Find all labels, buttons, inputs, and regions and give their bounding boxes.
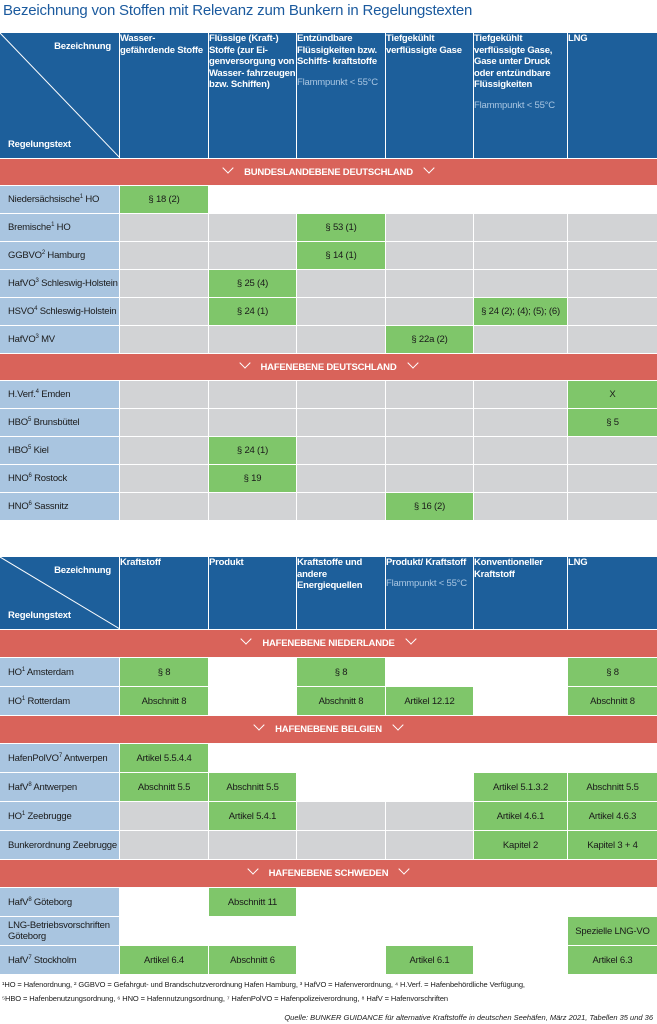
row-label xyxy=(0,658,120,687)
table-cell: Artikel 5.1.3.2 xyxy=(474,773,568,802)
table-row xyxy=(0,326,657,354)
table-cell xyxy=(297,409,386,437)
table-row xyxy=(0,409,657,437)
table-cell xyxy=(120,381,209,409)
regulation-place: Schleswig-Holstein xyxy=(37,306,117,317)
corner-label-bezeichnung: Bezeichnung xyxy=(54,565,111,576)
table-cell: § 16 (2) xyxy=(386,493,474,521)
table-cell xyxy=(120,802,209,831)
regulation-name xyxy=(8,955,76,966)
table-cell: Abschnitt 5.5 xyxy=(568,773,657,802)
table-cell: § 14 (1) xyxy=(297,242,386,270)
column-header xyxy=(474,33,568,159)
table-cell xyxy=(120,465,209,493)
regulation-table-international xyxy=(0,557,657,975)
footnote-marker: 1 xyxy=(21,810,25,817)
table-cell xyxy=(386,214,474,242)
table-cell: Artikel 4.6.1 xyxy=(474,802,568,831)
column-header-label: Flüssige (Kraft-) Stoffe (zur Ei- genversorgung von Wasser- fahrzeugen bzw. Schiffen) xyxy=(209,33,296,90)
table-cell xyxy=(474,493,568,521)
row-label xyxy=(0,946,120,975)
section-title: HAFENEBENE BELGIEN xyxy=(275,724,382,735)
table-cell xyxy=(297,946,386,975)
row-label xyxy=(0,326,120,354)
row-label xyxy=(0,214,120,242)
table-cell: Abschnitt 8 xyxy=(297,687,386,716)
table-cell: Artikel 6.4 xyxy=(120,946,209,975)
regulation-place: Schleswig-Holstein xyxy=(38,278,118,289)
footnote-marker: 3 xyxy=(35,277,39,284)
regulation-abbrev: HafenPolVO xyxy=(8,752,59,764)
table-row xyxy=(0,493,657,521)
regulation-abbrev: HafV xyxy=(8,896,29,908)
table-row xyxy=(0,658,657,687)
regulation-name xyxy=(8,250,85,261)
section-header xyxy=(0,860,657,888)
footnote-marker: 4 xyxy=(35,388,39,395)
regulation-place: Stockholm xyxy=(31,954,77,966)
table-cell: Artikel 5.4.1 xyxy=(209,802,297,831)
corner-header-cell xyxy=(0,33,120,159)
regulation-name xyxy=(8,501,68,512)
regulation-name xyxy=(8,811,72,822)
row-label xyxy=(0,493,120,521)
table-cell xyxy=(386,270,474,298)
table-cell xyxy=(386,917,474,946)
table-cell xyxy=(209,381,297,409)
regulation-place: HO xyxy=(82,194,100,205)
regulation-name xyxy=(8,753,108,764)
table-cell: Kapitel 2 xyxy=(474,831,568,860)
column-header-label: Tiefgekühlt verflüssigte Gase, Gase unter Druck oder entzündbare Flüssigkeiten xyxy=(474,33,553,90)
table-cell xyxy=(474,381,568,409)
regulation-place: Göteborg xyxy=(31,896,72,908)
table-cell xyxy=(297,773,386,802)
table-cell xyxy=(297,888,386,917)
column-header xyxy=(386,557,474,630)
table-cell: § 25 (4) xyxy=(209,270,297,298)
chevron-down-icon xyxy=(222,162,233,173)
table-cell xyxy=(209,186,297,214)
row-label xyxy=(0,465,120,493)
regulation-place: MV xyxy=(38,334,55,345)
table-cell xyxy=(386,381,474,409)
chevron-down-icon xyxy=(399,863,410,874)
table-row xyxy=(0,186,657,214)
regulation-place: Antwerpen xyxy=(31,781,78,793)
footnote-marker: 8 xyxy=(28,896,32,903)
table-row xyxy=(0,744,657,773)
table-cell xyxy=(568,214,657,242)
regulation-name xyxy=(8,667,74,678)
table-cell xyxy=(568,437,657,465)
footnote-marker: 1 xyxy=(21,666,25,673)
table-cell xyxy=(474,946,568,975)
table-cell xyxy=(386,888,474,917)
table-cell xyxy=(209,409,297,437)
table-row xyxy=(0,831,657,860)
table-cell xyxy=(297,186,386,214)
row-label xyxy=(0,270,120,298)
footnote-marker: 3 xyxy=(35,333,39,340)
regulation-name xyxy=(8,278,118,289)
table-cell xyxy=(568,298,657,326)
column-header xyxy=(120,33,209,159)
section-title: BUNDESLANDEBENE DEUTSCHLAND xyxy=(244,166,413,178)
regulation-abbrev: GGBVO xyxy=(8,250,42,261)
table-cell: § 24 (2); (4); (5); (6) xyxy=(474,298,568,326)
column-header-label: Produkt/ Kraftstoff xyxy=(386,557,467,568)
table-cell: § 24 (1) xyxy=(209,437,297,465)
regulation-place: Sassnitz xyxy=(31,501,69,512)
table-cell xyxy=(297,381,386,409)
column-header-label: Entzündbare Flüssigkeiten bzw. Schiffs- kraftstoffe xyxy=(297,33,377,67)
regulation-abbrev: HBO xyxy=(8,417,28,428)
table-cell xyxy=(386,465,474,493)
section-title: HAFENEBENE SCHWEDEN xyxy=(268,868,389,879)
regulation-place: HO xyxy=(54,222,71,233)
footnote-marker: 1 xyxy=(51,221,55,228)
regulation-abbrev: H.Verf. xyxy=(8,389,36,400)
row-label xyxy=(0,186,120,214)
section-header xyxy=(0,354,657,381)
table-cell: § 8 xyxy=(297,658,386,687)
table-cell: Artikel 5.5.4.4 xyxy=(120,744,209,773)
table-cell xyxy=(474,917,568,946)
table-cell xyxy=(209,658,297,687)
corner-label-regelungstext: Regelungstext xyxy=(8,609,71,621)
regulation-name xyxy=(8,222,71,233)
section-header xyxy=(0,159,657,186)
regulation-place: Zeebrugge xyxy=(25,810,72,822)
table-cell xyxy=(474,465,568,493)
footnote-marker: 5 xyxy=(28,444,32,451)
table-cell xyxy=(568,242,657,270)
regulation-abbrev: HSVO xyxy=(8,306,35,317)
table-cell xyxy=(120,326,209,354)
regulation-name xyxy=(8,194,99,205)
regulation-abbrev: HNO xyxy=(8,501,29,512)
table-cell xyxy=(568,465,657,493)
table-cell: § 53 (1) xyxy=(297,214,386,242)
corner-label-regelungstext: Regelungstext xyxy=(8,138,71,150)
table-cell xyxy=(568,888,657,917)
row-label xyxy=(0,437,120,465)
table-row xyxy=(0,298,657,326)
table-row xyxy=(0,214,657,242)
column-header-label: Konventioneller Kraftstoff xyxy=(474,557,543,580)
regulation-name xyxy=(8,417,79,428)
chevron-down-icon xyxy=(253,719,264,730)
column-header xyxy=(120,557,209,630)
corner-header-cell xyxy=(0,557,120,630)
regulation-place: Antwerpen xyxy=(61,752,108,764)
table-cell xyxy=(120,214,209,242)
table-cell xyxy=(297,326,386,354)
column-header-note: Flammpunkt < 55°C xyxy=(386,577,467,589)
table-row xyxy=(0,888,657,917)
table-cell xyxy=(386,744,474,773)
column-header-label: Tiefgekühlt verflüssigte Gase xyxy=(386,33,462,56)
table-cell xyxy=(568,744,657,773)
table-cell xyxy=(297,270,386,298)
regulation-abbrev: HafV xyxy=(8,954,29,966)
regulation-name xyxy=(8,306,116,317)
regulation-abbrev: Bremische xyxy=(8,222,52,233)
table-cell: § 19 xyxy=(209,465,297,493)
row-label xyxy=(0,802,120,831)
regulation-place: Rotterdam xyxy=(25,695,70,707)
table-cell xyxy=(209,831,297,860)
table-cell: X xyxy=(568,381,657,409)
chevron-down-icon xyxy=(241,633,252,644)
row-label xyxy=(0,917,120,946)
table-cell xyxy=(120,917,209,946)
footnote-marker: 7 xyxy=(28,954,32,961)
table-row xyxy=(0,242,657,270)
table-cell: § 22a (2) xyxy=(386,326,474,354)
table-cell xyxy=(209,917,297,946)
table-cell xyxy=(568,326,657,354)
table-cell xyxy=(297,437,386,465)
section-header xyxy=(0,716,657,744)
table-cell: Kapitel 3 + 4 xyxy=(568,831,657,860)
footnote-marker: 6 xyxy=(28,500,32,507)
table-cell: Abschnitt 5.5 xyxy=(120,773,209,802)
regulation-name xyxy=(8,445,49,456)
table-cell: Spezielle LNG-VO xyxy=(568,917,657,946)
table-cell xyxy=(209,744,297,773)
table-cell: Artikel 6.3 xyxy=(568,946,657,975)
table-cell xyxy=(120,242,209,270)
section-title: HAFENEBENE DEUTSCHLAND xyxy=(260,361,397,373)
table-row xyxy=(0,381,657,409)
table-cell xyxy=(297,493,386,521)
column-header xyxy=(209,557,297,630)
table-cell xyxy=(474,888,568,917)
table-cell xyxy=(297,744,386,773)
table-cell xyxy=(209,214,297,242)
column-header-label: Wasser- gefährdende Stoffe xyxy=(120,33,203,56)
column-header xyxy=(474,557,568,630)
table-cell xyxy=(474,687,568,716)
row-label xyxy=(0,242,120,270)
chevron-down-icon xyxy=(247,863,258,874)
table-row xyxy=(0,437,657,465)
table-cell: Abschnitt 5.5 xyxy=(209,773,297,802)
row-label xyxy=(0,409,120,437)
chevron-down-icon xyxy=(405,633,416,644)
corner-label-bezeichnung: Bezeichnung xyxy=(54,41,111,52)
chevron-down-icon xyxy=(392,719,403,730)
table-cell xyxy=(474,658,568,687)
regulation-place: Kiel xyxy=(31,445,49,456)
regulation-place: Amsterdam xyxy=(25,666,74,678)
column-header xyxy=(297,557,386,630)
table-cell xyxy=(474,326,568,354)
table-cell xyxy=(474,242,568,270)
regulation-abbrev: HBO xyxy=(8,445,28,456)
regulation-place: Rostock xyxy=(31,473,68,484)
table-cell xyxy=(386,298,474,326)
table-cell: Artikel 6.1 xyxy=(386,946,474,975)
regulation-abbrev: HafVO xyxy=(8,278,36,289)
source-note: Quelle: BUNKER GUIDANCE für alternative Kraftstoffe in deutschen Seehäfen, März 2021, Tabellen 35 und 36 xyxy=(284,1013,653,1022)
column-header-label: Produkt xyxy=(209,557,244,568)
footnote-line-2: ⁵HBO = Hafenbenutzungsordnung, ⁶ HNO = Hafennutzungsordnung, ⁷ HafenPolVO = Hafenpolizeiverordnung, ⁸ HafV = Hafenvorschriften xyxy=(2,994,448,1003)
column-header-note: Flammpunkt < 55°C xyxy=(297,76,378,88)
table-cell xyxy=(209,493,297,521)
column-header xyxy=(297,33,386,159)
column-header-label: LNG xyxy=(568,557,588,568)
table-cell xyxy=(120,409,209,437)
regulation-place: Hamburg xyxy=(44,250,86,261)
table-cell xyxy=(120,888,209,917)
table-cell xyxy=(120,493,209,521)
section-header xyxy=(0,630,657,658)
table-cell xyxy=(386,437,474,465)
table-cell xyxy=(209,242,297,270)
table-row xyxy=(0,917,657,946)
regulation-name xyxy=(8,473,67,484)
table-cell xyxy=(297,917,386,946)
footnote-marker: 7 xyxy=(58,752,62,759)
regulation-abbrev: HafV xyxy=(8,781,29,793)
footnote-marker: 6 xyxy=(28,472,32,479)
table-cell: § 8 xyxy=(120,658,209,687)
regulation-name xyxy=(8,696,70,707)
column-header xyxy=(568,33,657,159)
table-cell xyxy=(297,831,386,860)
table-row xyxy=(0,946,657,975)
table-cell xyxy=(474,270,568,298)
table-cell: Abschnitt 8 xyxy=(568,687,657,716)
table-cell xyxy=(297,802,386,831)
table-cell: Abschnitt 11 xyxy=(209,888,297,917)
regulation-name xyxy=(8,782,77,793)
table-cell: § 8 xyxy=(568,658,657,687)
column-header xyxy=(386,33,474,159)
regulation-abbrev: HO xyxy=(8,810,22,822)
table-cell: Artikel 12.12 xyxy=(386,687,474,716)
table-cell xyxy=(474,214,568,242)
table-row xyxy=(0,802,657,831)
regulation-place: Brunsbüttel xyxy=(31,417,80,428)
table-cell xyxy=(386,802,474,831)
table-cell xyxy=(386,658,474,687)
page-title: Bezeichnung von Stoffen mit Relevanz zum Bunkern in Regelungstexten xyxy=(3,2,473,19)
chevron-down-icon xyxy=(423,162,434,173)
table-cell: § 18 (2) xyxy=(120,186,209,214)
footnote-marker: 4 xyxy=(34,305,38,312)
regulation-name: LNG-Betriebsvorschriften Göteborg xyxy=(8,920,110,942)
footnote-marker: 1 xyxy=(21,695,25,702)
row-label xyxy=(0,888,120,917)
table-cell xyxy=(120,298,209,326)
table-row xyxy=(0,687,657,716)
table-cell xyxy=(386,409,474,437)
regulation-abbrev: HafVO xyxy=(8,334,36,345)
table-row xyxy=(0,465,657,493)
table-cell xyxy=(386,242,474,270)
table-row xyxy=(0,773,657,802)
table-cell xyxy=(474,186,568,214)
column-header-label: LNG xyxy=(568,33,588,44)
table-cell xyxy=(209,687,297,716)
table-cell xyxy=(386,831,474,860)
footnote-line-1: ¹HO = Hafenordnung, ² GGBVO = Gefahrgut- und Brandschutzverordnung Hafen Hamburg, ³ HafVO = Hafenverordnung, ⁴ H.Verf. = Hafenbehördliche Verfügung, xyxy=(2,980,525,989)
table-cell xyxy=(120,437,209,465)
row-label xyxy=(0,298,120,326)
footnote-marker: 5 xyxy=(28,416,32,423)
table-cell xyxy=(386,773,474,802)
table-cell xyxy=(474,437,568,465)
row-label xyxy=(0,773,120,802)
table-cell: Abschnitt 6 xyxy=(209,946,297,975)
row-label xyxy=(0,687,120,716)
table-cell: § 24 (1) xyxy=(209,298,297,326)
table-cell xyxy=(297,465,386,493)
table-row xyxy=(0,270,657,298)
regulation-abbrev: HNO xyxy=(8,473,29,484)
regulation-abbrev: HO xyxy=(8,695,22,707)
table-cell xyxy=(209,326,297,354)
chevron-down-icon xyxy=(239,357,250,368)
table-cell: Artikel 4.6.3 xyxy=(568,802,657,831)
table-cell xyxy=(568,270,657,298)
column-header-label: Kraftstoff xyxy=(120,557,161,568)
regulation-abbrev: Niedersächsische xyxy=(8,194,80,205)
column-header-note: Flammpunkt < 55°C xyxy=(474,99,555,111)
regulation-name xyxy=(8,389,70,400)
table-cell: Abschnitt 8 xyxy=(120,687,209,716)
table-cell xyxy=(474,409,568,437)
regulation-name xyxy=(8,334,55,345)
row-label xyxy=(0,381,120,409)
table-cell xyxy=(297,298,386,326)
column-header xyxy=(209,33,297,159)
chevron-down-icon xyxy=(407,357,418,368)
regulation-name xyxy=(8,897,72,908)
footnote-marker: 1 xyxy=(79,193,83,200)
table-cell xyxy=(386,186,474,214)
regulation-abbrev: HO xyxy=(8,666,22,678)
column-header xyxy=(568,557,657,630)
table-cell xyxy=(120,270,209,298)
row-label xyxy=(0,744,120,773)
regulation-place: Emden xyxy=(38,389,71,400)
section-title: HAFENEBENE NIEDERLANDE xyxy=(262,638,395,649)
column-header-label: Kraftstoffe und andere Energiequellen xyxy=(297,557,363,591)
table-cell xyxy=(120,831,209,860)
footnote-marker: 2 xyxy=(41,249,45,256)
table-cell xyxy=(474,744,568,773)
row-label xyxy=(0,831,120,860)
footnote-marker: 8 xyxy=(28,781,32,788)
table-cell xyxy=(568,493,657,521)
table-cell xyxy=(568,186,657,214)
regulation-name: Bunkerordnung Zeebrugge xyxy=(8,839,117,851)
regulation-table-germany xyxy=(0,33,657,521)
table-cell: § 5 xyxy=(568,409,657,437)
